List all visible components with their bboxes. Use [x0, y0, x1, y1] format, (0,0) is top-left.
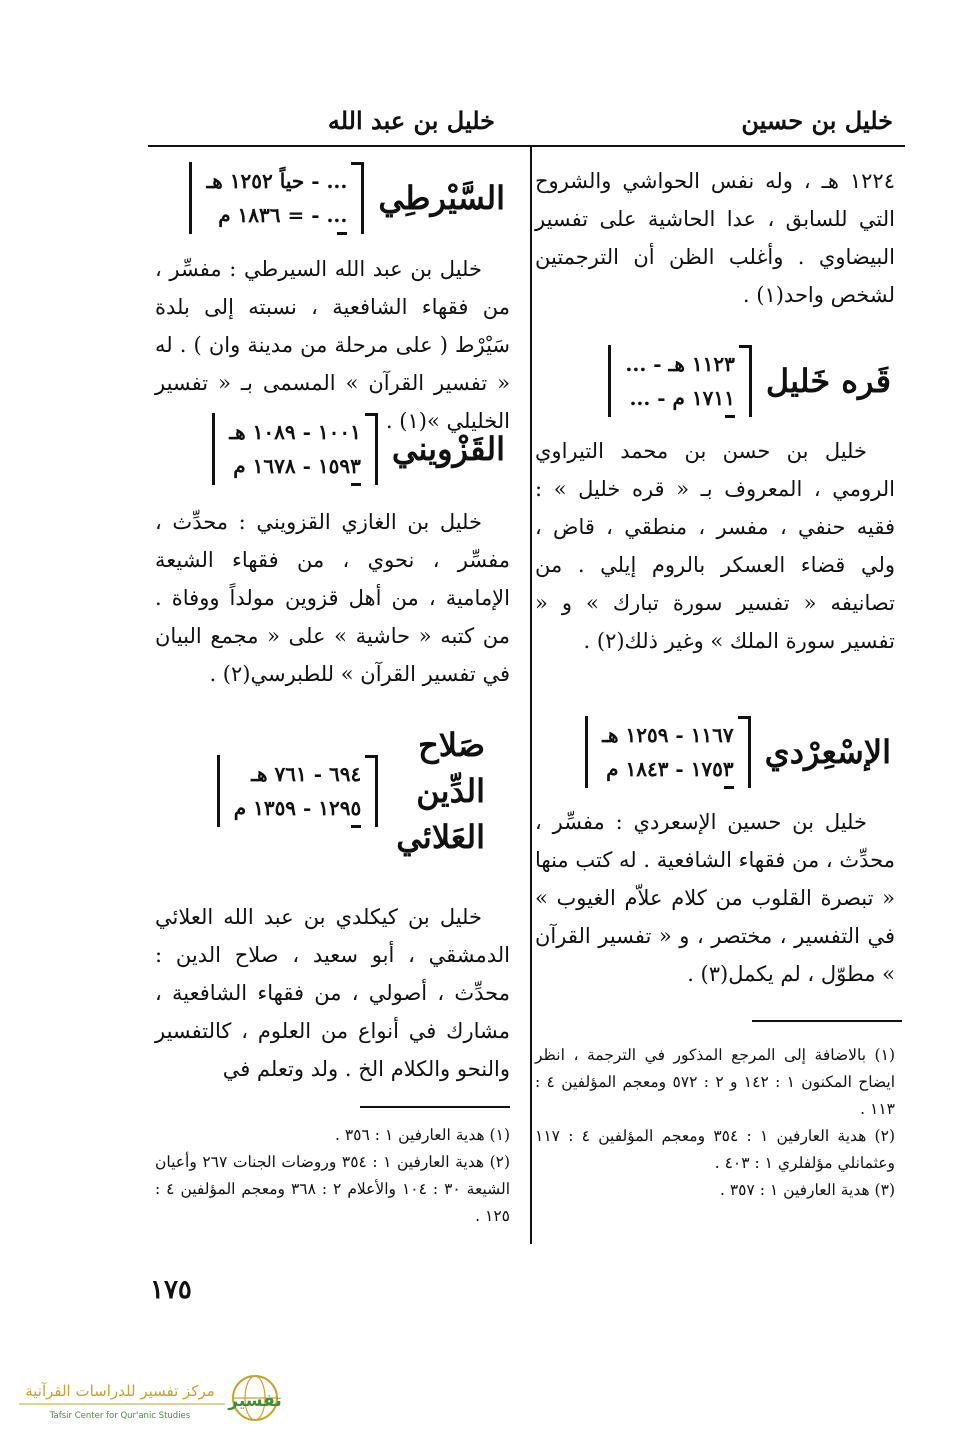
entry-dates — [608, 345, 751, 417]
continuation-text: ١٢٢٤ هـ ، وله نفس الحواشي والشروح التي للسابق ، عدا الحاشية على تفسير البيضاوي . وأغلب الظن أن الترجمتين لشخص واحد(١) . — [535, 169, 895, 307]
dates-hijri: ... - حياً ١٢٥٢ هـ — [206, 169, 348, 193]
footnote: (١) بالاضافة إلى المرجع المذكور في الترجمة ، انظر ايضاح المكنون ١ : ١٤٢ و ٢ : ٥٧٢ ومعجم المؤلفين ٤ : ١١٣ . — [535, 1046, 896, 1118]
logo-english-name: Tafsir Center for Qur'anic Studies — [49, 1411, 191, 1421]
entry-body-qazwini — [155, 503, 510, 693]
entry-header-sayrti — [189, 162, 505, 234]
footnotes-left — [155, 1122, 510, 1230]
entry-name-line: صَلاح — [418, 726, 485, 764]
dates-hijri: ٦٩٤ - ٧٦١ هـ — [251, 762, 362, 786]
dates-gregorian: ... - = ١٨٣٦ م — [218, 203, 348, 227]
footnote-rule-right — [752, 1020, 902, 1022]
entry-text: خليل بن عبد الله السيرطي : مفسِّر ، من فقهاء الشافعية ، نسبته إلى بلدة سَيْرْط ( على مرحلة من مدينة وان ) . له « تفسير القرآن » المسمى بـ « تفسير الخليلي »(١) . — [155, 257, 510, 433]
entry-name-line: العَلائي — [396, 818, 485, 856]
dates-gregorian: ١٧١١ م - ... — [629, 386, 735, 410]
footnotes-right — [535, 1042, 895, 1204]
logo-arabic-name: مركز تفسير للدراسات القرآنية — [25, 1382, 215, 1400]
logo-graphic — [15, 1370, 290, 1432]
entry-text: خليل بن حسن بن محمد التيراوي الرومي ، المعروف بـ « قره خليل » : فقيه حنفي ، مفسر ، منطقي ، قاض ، ولي قضاء العسكر بالروم إيلي . من تصانيفه « تفسير سورة تبارك » و « تفسير سورة الملك » وغير ذلك(٢) . — [535, 439, 895, 653]
entry-name — [396, 722, 485, 860]
entry-name: الإسْعِرْدي — [764, 733, 891, 771]
dates-hijri: ١٠٠١ - ١٠٨٩ هـ — [229, 420, 361, 444]
entry-dates — [212, 413, 378, 485]
running-header-left: خليل بن عبد الله — [327, 106, 495, 135]
dates-gregorian: ١٥٩٣ - ١٦٧٨ م — [233, 454, 361, 478]
footnote-rule-left — [360, 1106, 510, 1108]
entry-dates — [217, 755, 379, 827]
entry-body-sayrti — [155, 250, 510, 440]
entry-header-qara-khalil — [608, 345, 891, 417]
entry-body-isirdi — [535, 803, 895, 993]
publisher-logo — [15, 1370, 290, 1432]
entry-text: خليل بن حسين الإسعردي : مفسِّر ، محدِّث ، من فقهاء الشافعية . له كتب منها « تبصرة القلوب من كلام علاّم الغيوب » في التفسير ، مختصر ، و « تفسير القرآن » مطوّل ، لم يكمل(٣) . — [535, 810, 895, 986]
footnote: (٢) هدية العارفين ١ : ٣٥٤ وروضات الجنات ٢٦٧ وأعيان الشيعة ٣٠ : ١٠٤ والأعلام ٢ : ٣٦٨ ومعجم المؤلفين ٤ : ١٢٥ . — [155, 1153, 511, 1225]
dates-gregorian: ١٧٥٣ - ١٨٤٣ م — [606, 757, 734, 781]
entry-text: خليل بن كيكلدي بن عبد الله العلائي الدمشقي ، أبو سعيد ، صلاح الدين : محدِّث ، أصولي ، من فقهاء الشافعية ، مشارك في أنواع من العلوم ، كالتفسير والنحو والكلام الخ . ولد وتعلم في — [155, 905, 510, 1081]
entry-name: قَره خَليل — [765, 362, 891, 400]
dates-hijri: ١١٢٣ هـ - ... — [625, 352, 735, 376]
footnote: (٢) هدية العارفين ١ : ٣٥٤ ومعجم المؤلفين ٤ : ١١٧ وعثمانلي مؤلفلري ١ : ٤٠٣ . — [535, 1127, 895, 1172]
entry-name-line: الدِّين — [416, 772, 485, 810]
entry-name: السَّيْرطِي — [378, 179, 505, 217]
entry-header-alai — [217, 722, 485, 860]
header-rule — [148, 145, 905, 147]
entry-text: خليل بن الغازي القزويني : محدِّث ، مفسِّر ، نحوي ، من فقهاء الشيعة الإمامية ، من أهل قزوين مولداً ووفاة . من كتبه « حاشية » على « مجمع البيان في تفسير القرآن » للطبرسي(٢) . — [155, 510, 510, 686]
dates-hijri: ١١٦٧ - ١٢٥٩ هـ — [602, 723, 734, 747]
column-divider — [530, 146, 532, 1244]
page-number: ١٧٥ — [150, 1275, 192, 1305]
entry-header-qazwini — [212, 413, 505, 485]
entry-dates — [189, 162, 364, 234]
entry-name: القَزْويني — [391, 430, 505, 468]
footnote: (٣) هدية العارفين ١ : ٣٥٧ . — [719, 1181, 895, 1199]
entry-header-isirdi — [585, 716, 891, 788]
footnote: (١) هدية العارفين ١ : ٣٥٦ . — [334, 1126, 510, 1144]
logo-emblem-text: تفسير — [228, 1391, 282, 1411]
running-header-right: خليل بن حسين — [741, 106, 893, 135]
entry-body-qara-khalil — [535, 432, 895, 660]
right-continuation — [535, 162, 895, 314]
entry-body-alai — [155, 898, 510, 1088]
entry-dates — [585, 716, 751, 788]
dates-gregorian: ١٢٩٥ - ١٣٥٩ م — [233, 796, 362, 820]
